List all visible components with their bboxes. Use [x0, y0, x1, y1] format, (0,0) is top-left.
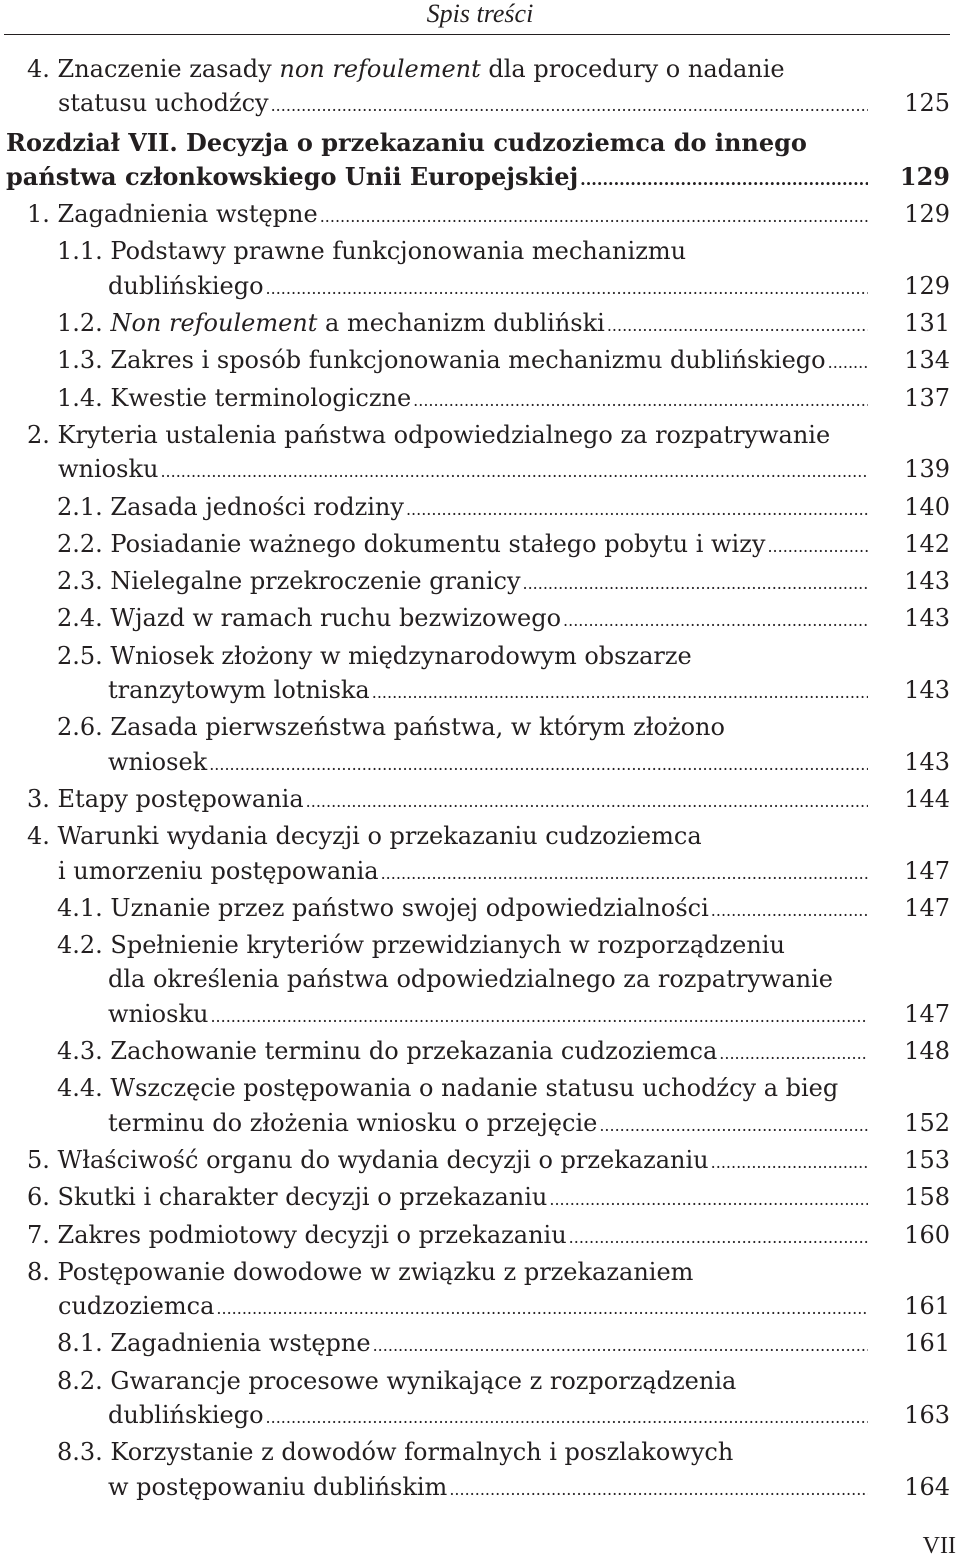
dot-leader [306, 785, 868, 819]
page-number: 147 [904, 856, 950, 885]
toc-text: wniosku [108, 999, 209, 1028]
toc-entry[interactable] [0, 639, 960, 711]
dot-leader [266, 272, 868, 306]
page-number: 143 [904, 676, 950, 705]
toc-text: państwa członkowskiego Unii Europejskiej [6, 161, 579, 191]
dot-leader [209, 748, 868, 782]
toc-text: dublińskiego [108, 1400, 264, 1429]
toc-entry-last-line [0, 343, 960, 380]
page-number: 158 [904, 1183, 950, 1212]
toc-entry[interactable] [0, 234, 960, 306]
toc-entry-last-line [0, 1143, 960, 1180]
toc-entry-line: 8.2. Gwarancje procesowe wynikające z rozporządzenia [57, 1366, 737, 1395]
page-number: 137 [904, 383, 950, 412]
running-head: Spis treści [426, 0, 534, 28]
dot-leader [413, 384, 868, 418]
table-of-contents [0, 52, 960, 1507]
toc-entry-line: 4. Warunki wydania decyzji o przekazaniu cudzoziemca [27, 822, 702, 851]
toc-entry[interactable] [0, 819, 960, 891]
toc-entry-last-line [0, 381, 960, 418]
toc-entry-last-line [0, 160, 960, 197]
toc-text: tranzytowym lotniska [108, 676, 370, 705]
toc-entry-last-line [0, 490, 960, 527]
dot-leader [216, 1292, 868, 1326]
toc-entry[interactable] [0, 1218, 960, 1255]
dot-leader [711, 894, 868, 928]
toc-entry[interactable] [0, 490, 960, 527]
toc-entry-last-line [0, 1218, 960, 1255]
toc-entry-last-line [0, 782, 960, 819]
dot-leader [210, 1000, 868, 1034]
toc-entry-line: 2.5. Wniosek złożony w międzynarodowym obszarze [57, 641, 692, 670]
toc-text: dublińskiego [108, 271, 264, 300]
toc-entry-line: 8. Postępowanie dowodowe w związku z przekazaniem [27, 1257, 694, 1286]
dot-leader [569, 1221, 868, 1255]
toc-text: dla procedury o nadanie [480, 55, 785, 83]
page-number: 139 [904, 455, 950, 484]
toc-text: 4.1. Uznanie przez państwo swojej odpowiedzialności [57, 893, 709, 922]
toc-entry-last-line [0, 1106, 960, 1143]
toc-text: w postępowaniu dublińskim [108, 1472, 448, 1501]
dot-leader [406, 493, 868, 527]
page-number: 147 [904, 893, 950, 922]
page-number: 125 [904, 89, 950, 118]
dot-leader [266, 1401, 868, 1435]
toc-text: 8.1. Zagadnienia wstępne [57, 1329, 371, 1358]
toc-entry-last-line [0, 891, 960, 928]
toc-text: 6. Skutki i charakter decyzji o przekazaniu [27, 1183, 548, 1212]
toc-text: statusu uchodźcy [58, 89, 269, 118]
toc-text: wniosku [58, 455, 159, 484]
toc-entry-line: 8.3. Korzystanie z dowodów formalnych i poszlakowych [57, 1438, 734, 1467]
toc-entry-line: dla określenia państwa odpowiedzialnego za rozpatrywanie [108, 965, 833, 994]
toc-text-italic: Non refoulement [110, 309, 318, 338]
toc-entry[interactable] [0, 601, 960, 638]
page-number: 153 [904, 1145, 950, 1174]
toc-text: a mechanizm dubliński [317, 309, 605, 338]
toc-text: 5. Właściwość organu do wydania decyzji o przekazaniu [27, 1145, 709, 1174]
toc-entry-last-line [0, 564, 960, 601]
toc-text: 4.3. Zachowanie terminu do przekazania cudzoziemca [57, 1037, 718, 1066]
page-number: 164 [904, 1472, 950, 1501]
dot-leader [271, 89, 868, 123]
toc-entry[interactable] [0, 1364, 960, 1436]
page-number: 143 [904, 747, 950, 776]
toc-text: 2.1. Zasada jedności rodziny [57, 492, 404, 521]
page-number: 147 [904, 999, 950, 1028]
dot-leader [320, 200, 868, 234]
toc-entry-last-line [0, 673, 960, 710]
toc-text: 2.2. Posiadanie ważnego dokumentu stałego pobytu i wizy [57, 529, 766, 558]
dot-leader [160, 455, 868, 489]
toc-entry[interactable] [0, 1435, 960, 1507]
toc-text: i umorzeniu postępowania [58, 856, 379, 885]
toc-entry-line: Rozdział VII. Decyzja o przekazaniu cudzoziemca do innego [6, 127, 807, 157]
toc-entry-last-line [0, 601, 960, 638]
page-number: 152 [904, 1108, 950, 1137]
dot-leader [719, 1037, 868, 1071]
page-number: 129 [904, 200, 950, 229]
toc-text: 1.4. Kwestie terminologiczne [57, 383, 412, 412]
toc-text: 1.3. Zakres i sposób funkcjonowania mechanizmu dublińskiego [57, 346, 826, 375]
toc-entry[interactable] [0, 1071, 960, 1143]
toc-entry-last-line [0, 452, 960, 489]
dot-leader [372, 676, 868, 710]
page-number: 163 [904, 1400, 950, 1429]
toc-entry-last-line [0, 854, 960, 891]
dot-leader [607, 309, 868, 343]
page-number: 160 [904, 1220, 950, 1249]
page-number: 134 [904, 346, 950, 375]
toc-text: 3. Etapy postępowania [27, 784, 304, 813]
toc-entry-last-line [0, 527, 960, 564]
toc-entry-last-line [0, 1180, 960, 1217]
toc-text: 4. Znaczenie zasady [27, 55, 280, 83]
toc-entry-last-line [0, 997, 960, 1034]
toc-text: wniosek [108, 747, 208, 776]
page-number: 129 [899, 161, 950, 191]
toc-entry[interactable] [0, 1143, 960, 1180]
toc-chapter-entry[interactable] [0, 124, 960, 198]
toc-entry-line: 1.1. Podstawy prawne funkcjonowania mechanizmu [57, 237, 687, 266]
dot-leader [563, 604, 868, 638]
toc-entry[interactable] [0, 928, 960, 1034]
toc-entry-last-line [0, 197, 960, 234]
dot-leader [523, 567, 869, 601]
toc-entry-line: 4.2. Spełnienie kryteriów przewidzianych w rozporządzeniu [57, 931, 785, 960]
toc-entry-last-line [0, 1398, 960, 1435]
page-number: 144 [904, 784, 950, 813]
toc-text: terminu do złożenia wniosku o przejęcie [108, 1108, 598, 1137]
toc-text: 7. Zakres podmiotowy decyzji o przekazaniu [27, 1220, 567, 1249]
dot-leader [373, 1329, 868, 1363]
dot-leader [381, 857, 868, 891]
toc-entry-last-line [0, 86, 960, 123]
toc-entry-line: 2.6. Zasada pierwszeństwa państwa, w którym złożono [57, 713, 725, 742]
toc-entry[interactable] [0, 381, 960, 418]
toc-entry-line [0, 52, 960, 86]
toc-entry[interactable] [0, 1255, 960, 1327]
toc-entry-line: 2. Kryteria ustalenia państwa odpowiedzialnego za rozpatrywanie [27, 420, 831, 449]
toc-entry-last-line [0, 306, 960, 343]
toc-entry-last-line [0, 269, 960, 306]
toc-entry[interactable] [0, 527, 960, 564]
toc-entry[interactable] [0, 1180, 960, 1217]
page-number: 161 [904, 1329, 950, 1358]
page-number: 142 [904, 529, 950, 558]
toc-entry-last-line [0, 1470, 960, 1507]
toc-text: 2.4. Wjazd w ramach ruchu bezwizowego [57, 604, 562, 633]
toc-entry[interactable] [0, 891, 960, 928]
page-number: 161 [904, 1292, 950, 1321]
toc-text: 1.2. [57, 309, 111, 338]
toc-text-italic: non refoulement [279, 55, 481, 83]
toc-entry[interactable] [0, 782, 960, 819]
toc-entry-last-line [0, 1289, 960, 1326]
page-folio: VII [922, 1533, 956, 1559]
toc-text-group [57, 306, 605, 340]
toc-entry[interactable] [0, 306, 960, 343]
page-number: 140 [904, 492, 950, 521]
toc-entry-line: 4.4. Wszczęcie postępowania o nadanie statusu uchodźcy a bieg [57, 1074, 839, 1103]
toc-entry[interactable] [0, 710, 960, 782]
toc-entry[interactable] [0, 1034, 960, 1071]
page-number: 131 [904, 309, 950, 338]
toc-entry[interactable] [0, 343, 960, 380]
page-number: 143 [904, 567, 950, 596]
toc-entry[interactable] [0, 197, 960, 234]
dot-leader [767, 530, 868, 564]
dot-leader [449, 1473, 868, 1507]
dot-leader [711, 1146, 868, 1180]
toc-entry[interactable] [0, 1326, 960, 1363]
toc-entry-last-line [0, 1326, 960, 1363]
dot-leader [828, 346, 868, 380]
toc-entry-last-line [0, 745, 960, 782]
dot-leader [549, 1183, 868, 1217]
toc-text: cudzoziemca [58, 1292, 215, 1321]
toc-entry[interactable] [0, 52, 960, 124]
dot-leader [580, 163, 868, 197]
toc-text: 1. Zagadnienia wstępne [27, 200, 318, 229]
toc-text: 2.3. Nielegalne przekroczenie granicy [57, 567, 521, 596]
header-rule [4, 34, 950, 35]
toc-entry[interactable] [0, 564, 960, 601]
dot-leader [599, 1109, 868, 1143]
toc-entry[interactable] [0, 418, 960, 490]
page-number: 129 [904, 271, 950, 300]
page-number: 148 [904, 1037, 950, 1066]
page-number: 143 [904, 604, 950, 633]
toc-entry-last-line [0, 1034, 960, 1071]
